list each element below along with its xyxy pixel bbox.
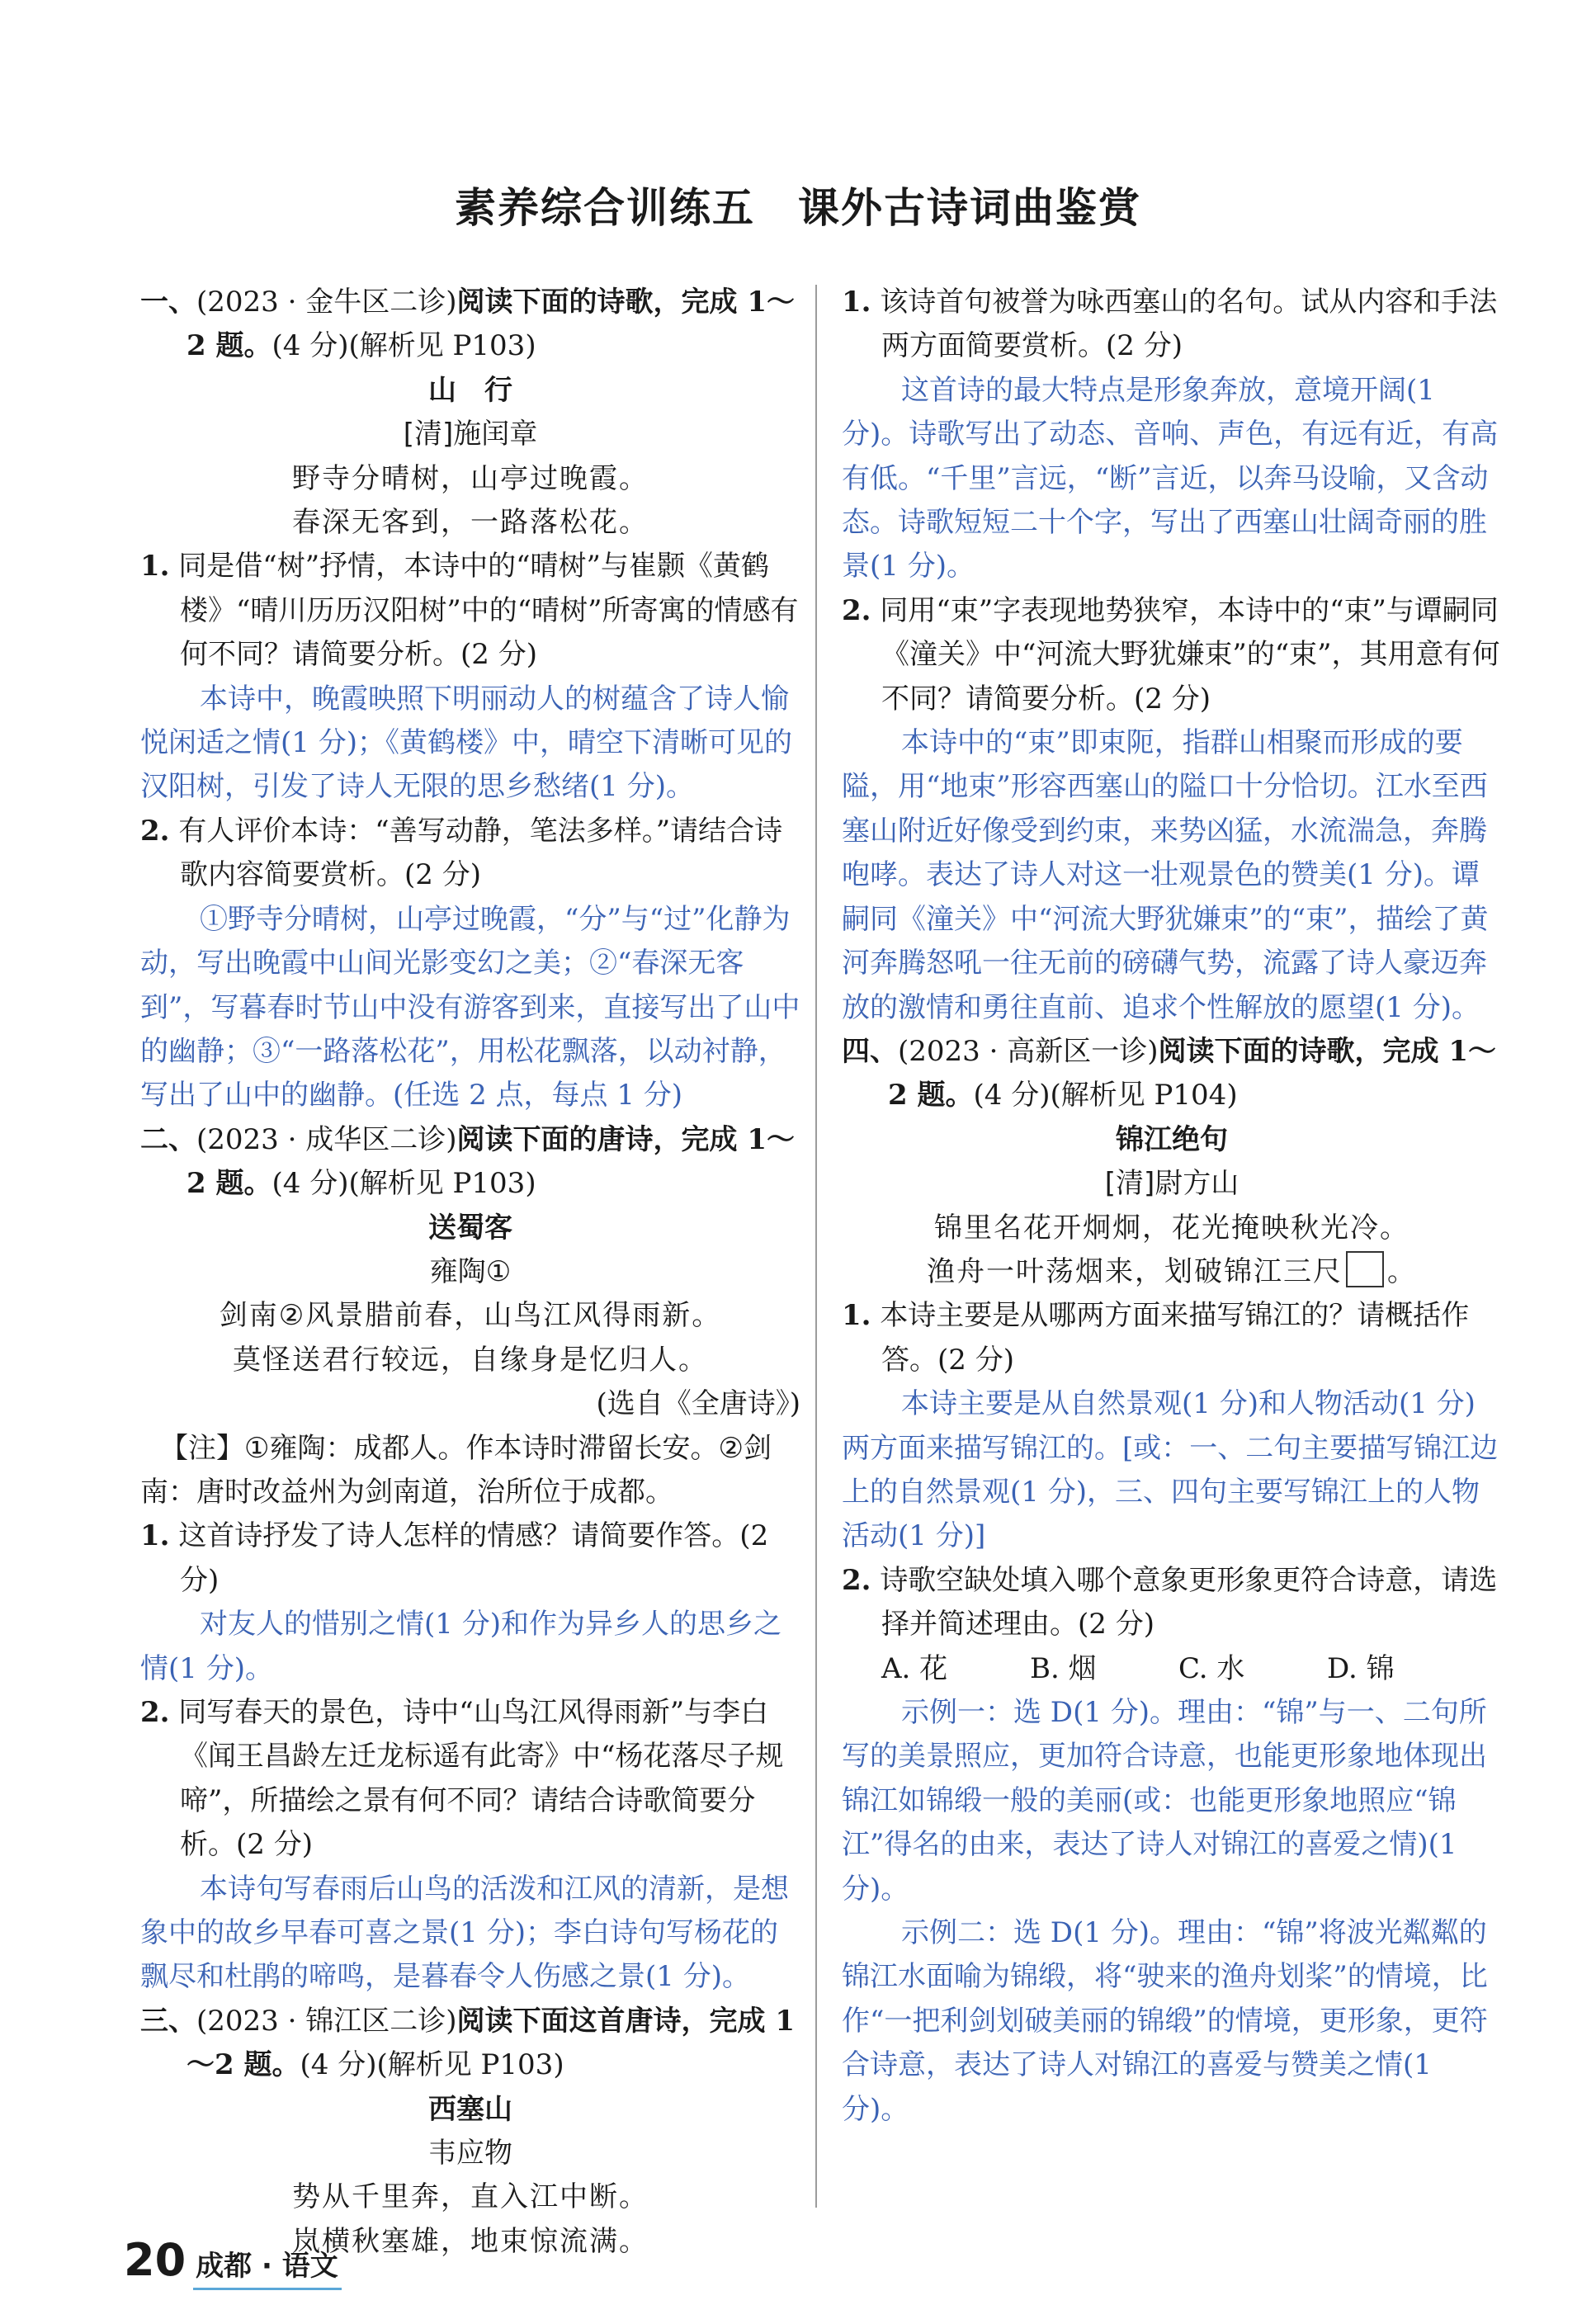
question: 2. 同用“束”字表现地势狭窄，本诗中的“束”与谭嗣同《潼关》中“河流大野犹嫌束”的“束”，其用意有何不同？请简要分析。(2 分) <box>842 593 1500 716</box>
poem-author: [清]尉方山 <box>1104 1167 1239 1201</box>
poem-title: 山 行 <box>428 373 512 407</box>
option-d[interactable]: D. 锦 <box>1327 1651 1395 1685</box>
answer: ①野寺分晴树，山亭过晚霞，“分”与“过”化静为动，写出晚霞中山间光影变幻之美；②“春深无客到”，写暮春时节山中没有游客到来，直接写出了山中的幽静；③“一路落松花”，用松花飘落，以动衬静，写出了山中的幽静。(任选 2 点，每点 1 分) <box>140 902 800 1112</box>
option-b[interactable]: B. 烟 <box>1030 1651 1097 1685</box>
poem-line: 剑南②风景腊前春，山鸟江风得雨新。 <box>219 1299 722 1333</box>
option-c[interactable]: C. 水 <box>1178 1651 1245 1685</box>
question: 2. 同写春天的景色，诗中“山鸟江风得雨新”与李白《闻王昌龄左迁龙标遥有此寄》中“杨花落尽子规啼”，所描绘之景有何不同？请结合诗歌简要分析。(2 分) <box>140 1696 784 1862</box>
poem-line: 野寺分晴树，山亭过晚霞。 <box>292 461 649 495</box>
left-column <box>140 281 800 2264</box>
poem-line: 岚横秋塞雄，地束惊流满。 <box>292 2224 649 2258</box>
right-column <box>842 281 1502 2132</box>
poem-source: (选自《全唐诗》) <box>596 1387 800 1421</box>
poem-line: 势从千里奔，直入江中断。 <box>292 2180 649 2214</box>
answer: 本诗主要是从自然景观(1 分)和人物活动(1 分)两方面来描写锦江的。[或：一、二句主要描写锦江边上的自然景观(1 分)，三、四句主要写锦江上的人物活动(1 分)] <box>842 1387 1499 1553</box>
poem-author: 韦应物 <box>428 2137 512 2170</box>
question: 2. 有人评价本诗：“善写动静，笔法多样。”请结合诗歌内容简要赏析。(2 分) <box>140 814 783 892</box>
choice-options <box>842 1647 1502 1691</box>
column-divider <box>815 285 817 2208</box>
book-label: 成都 · 语文 <box>196 2250 338 2283</box>
answer: 这首诗的最大特点是形象奔放，意境开阔(1 分)。诗歌写出了动态、音响、声色，有远有近，有高有低。“千里”言远，“断”言近，以奔马设喻，又含动态。诗歌短短二十个字，写出了西塞山壮阔奇丽的胜景(1 分)。 <box>842 373 1499 583</box>
page-title: 素养综合训练五 课外古诗词曲鉴赏 <box>455 184 1141 232</box>
poem-title: 锦江绝句 <box>1116 1122 1228 1156</box>
poem-title: 送蜀客 <box>428 1211 512 1245</box>
answer: 示例二：选 D(1 分)。理由：“锦”将波光粼粼的锦江水面喻为锦缎，将“驶来的渔舟划桨”的情境，比作“一把利剑划破美丽的锦缎”的情境，更形象，更符合诗意，表达了诗人对锦江的喜爱与赞美之情(1 分)。 <box>842 1916 1488 2126</box>
poem-line: 锦里名花开炯炯，花光掩映秋光冷。 <box>934 1211 1409 1245</box>
answer-blank-box[interactable] <box>1346 1251 1384 1287</box>
page-footer <box>124 2234 338 2286</box>
answer: 对友人的惜别之情(1 分)和作为异乡人的思乡之情(1 分)。 <box>140 1608 781 1685</box>
page-number: 20 <box>124 2234 187 2286</box>
question: 1. 该诗首句被誉为咏西塞山的名句。试从内容和手法两方面简要赏析。(2 分) <box>842 286 1498 363</box>
poem-author: [清]施闰章 <box>403 418 538 451</box>
question: 1. 这首诗抒发了诗人怎样的情感？请简要作答。(2 分) <box>140 1519 769 1597</box>
poem-title: 西塞山 <box>428 2092 512 2126</box>
section-2-heading: 二、(2023 · 成华区二诊)阅读下面的唐诗，完成 1～2 题。(4 分)(解析见 P103) <box>140 1122 795 1201</box>
section-1-heading: 一、(2023 · 金牛区二诊)阅读下面的诗歌，完成 1～2 题。(4 分)(解析见 P103) <box>140 286 795 363</box>
poem-author: 雍陶① <box>429 1254 512 1288</box>
question: 1. 本诗主要是从哪两方面来描写锦江的？请概括作答。(2 分) <box>842 1299 1470 1377</box>
option-a[interactable]: A. 花 <box>881 1651 948 1685</box>
question: 1. 同是借“树”抒情，本诗中的“晴树”与崔颢《黄鹤楼》“晴川历历汉阳树”中的“晴树”所寄寓的情感有何不同？请简要分析。(2 分) <box>140 550 799 672</box>
poem-note: 【注】①雍陶：成都人。作本诗时滞留长安。②剑南：唐时改益州为剑南道，治所位于成都。 <box>140 1431 772 1509</box>
poem-line: 莫怪送君行较远，自缘身是忆归人。 <box>233 1343 708 1377</box>
answer: 本诗句写春雨后山鸟的活泼和江风的清新，是想象中的故乡早春可喜之景(1 分)；李白诗句写杨花的飘尽和杜鹃的啼鸣，是暮春令人伤感之景(1 分)。 <box>140 1872 789 1994</box>
poem-line: 春深无客到，一路落松花。 <box>292 506 649 540</box>
answer: 示例一：选 D(1 分)。理由：“锦”与一、二句所写的美景照应，更加符合诗意，也能更形象地体现出锦江如锦缎一般的美丽(或：也能更形象地照应“锦江”得名的由来，表达了诗人对锦江的喜爱之情)(1 分)。 <box>842 1696 1487 1906</box>
answer: 本诗中的“束”即束阨，指群山相聚而形成的要隘，用“地束”形容西塞山的隘口十分恰切。江水至西塞山附近好像受到约束，来势凶猛，水流湍急，奔腾咆哮。表达了诗人对这一壮观景色的赞美(1 分)。谭嗣同《潼关》中“河流大野犹嫌束”的“束”，描绘了黄河奔腾怒吼一往无前的磅礴气势，流露了诗人豪迈奔放的激情和勇往直前、追求个性解放的愿望(1 分)。 <box>842 726 1489 1024</box>
section-3-heading: 三、(2023 · 锦江区二诊)阅读下面这首唐诗，完成 1～2 题。(4 分)(解析见 P103) <box>140 2004 795 2082</box>
answer: 本诗中，晚霞映照下明丽动人的树蕴含了诗人愉悦闲适之情(1 分)；《黄鹤楼》中，晴空下清晰可见的汉阳树，引发了诗人无限的思乡愁绪(1 分)。 <box>140 682 792 804</box>
footer-underline <box>193 2288 342 2290</box>
poem-line: 渔舟一叶荡烟来，划破锦江三尺 。 <box>842 1250 1502 1294</box>
section-4-heading: 四、(2023 · 高新区一诊)阅读下面的诗歌，完成 1～2 题。(4 分)(解析见 P104) <box>842 1034 1496 1112</box>
question: 2. 诗歌空缺处填入哪个意象更形象更符合诗意，请选择并简述理由。(2 分) <box>842 1563 1498 1641</box>
